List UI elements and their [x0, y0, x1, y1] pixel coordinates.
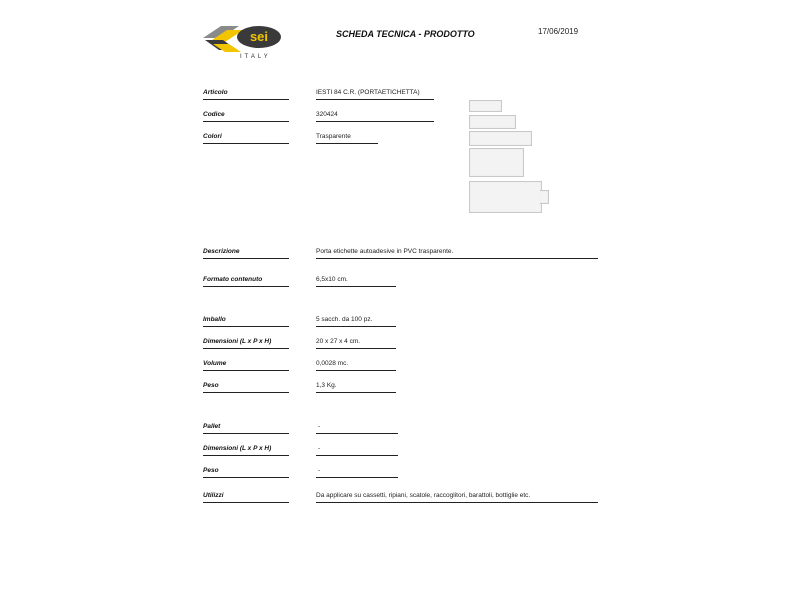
value-colori: Trasparente	[316, 133, 378, 144]
value-codice: 320424	[316, 111, 434, 122]
document-date: 17/06/2019	[538, 27, 579, 36]
value-volume: 0,0028 mc.	[316, 360, 396, 371]
value-pallet: -	[316, 423, 398, 434]
label-colori: Colori	[203, 133, 289, 144]
value-formato-contenuto: 6,5x10 cm.	[316, 276, 396, 287]
label-pallet: Pallet	[203, 423, 289, 434]
label-formato-contenuto: Formato contenuto	[203, 276, 289, 287]
label-volume: Volume	[203, 360, 289, 371]
product-image-4	[469, 148, 524, 177]
value-peso-imballo: 1,3 Kg.	[316, 382, 396, 393]
label-codice: Codice	[203, 111, 289, 122]
label-articolo: Articolo	[203, 89, 289, 100]
value-utilizzi: Da applicare su cassetti, ripiani, scatole, raccoglitori, barattoli, bottiglie etc.	[316, 492, 598, 503]
label-peso-imballo: Peso	[203, 382, 289, 393]
label-utilizzi: Utilizzi	[203, 492, 289, 503]
product-image-1	[469, 100, 502, 112]
label-imballo: Imballo	[203, 316, 289, 327]
product-image-3	[469, 131, 532, 146]
page-title: SCHEDA TECNICA - PRODOTTO	[336, 29, 475, 39]
label-descrizione: Descrizione	[203, 248, 289, 259]
label-dimensioni-imballo: Dimensioni (L x P x H)	[203, 338, 289, 349]
product-image-5-tab	[540, 190, 549, 204]
value-dimensioni-imballo: 20 x 27 x 4 cm.	[316, 338, 396, 349]
product-image-2	[469, 115, 516, 129]
value-dimensioni-pallet: -	[316, 445, 398, 456]
product-image-5	[469, 181, 542, 213]
value-peso-pallet: -	[316, 467, 398, 478]
logo-subtitle: ITALY	[240, 54, 271, 60]
value-imballo: 5 sacch. da 100 pz.	[316, 316, 396, 327]
value-descrizione: Porta etichette autoadesive in PVC trasparente.	[316, 248, 598, 259]
value-articolo: IESTI 84 C.R. (PORTAETICHETTA)	[316, 89, 434, 100]
label-dimensioni-pallet: Dimensioni (L x P x H)	[203, 445, 289, 456]
label-peso-pallet: Peso	[203, 467, 289, 478]
logo-text: sei	[249, 29, 269, 44]
